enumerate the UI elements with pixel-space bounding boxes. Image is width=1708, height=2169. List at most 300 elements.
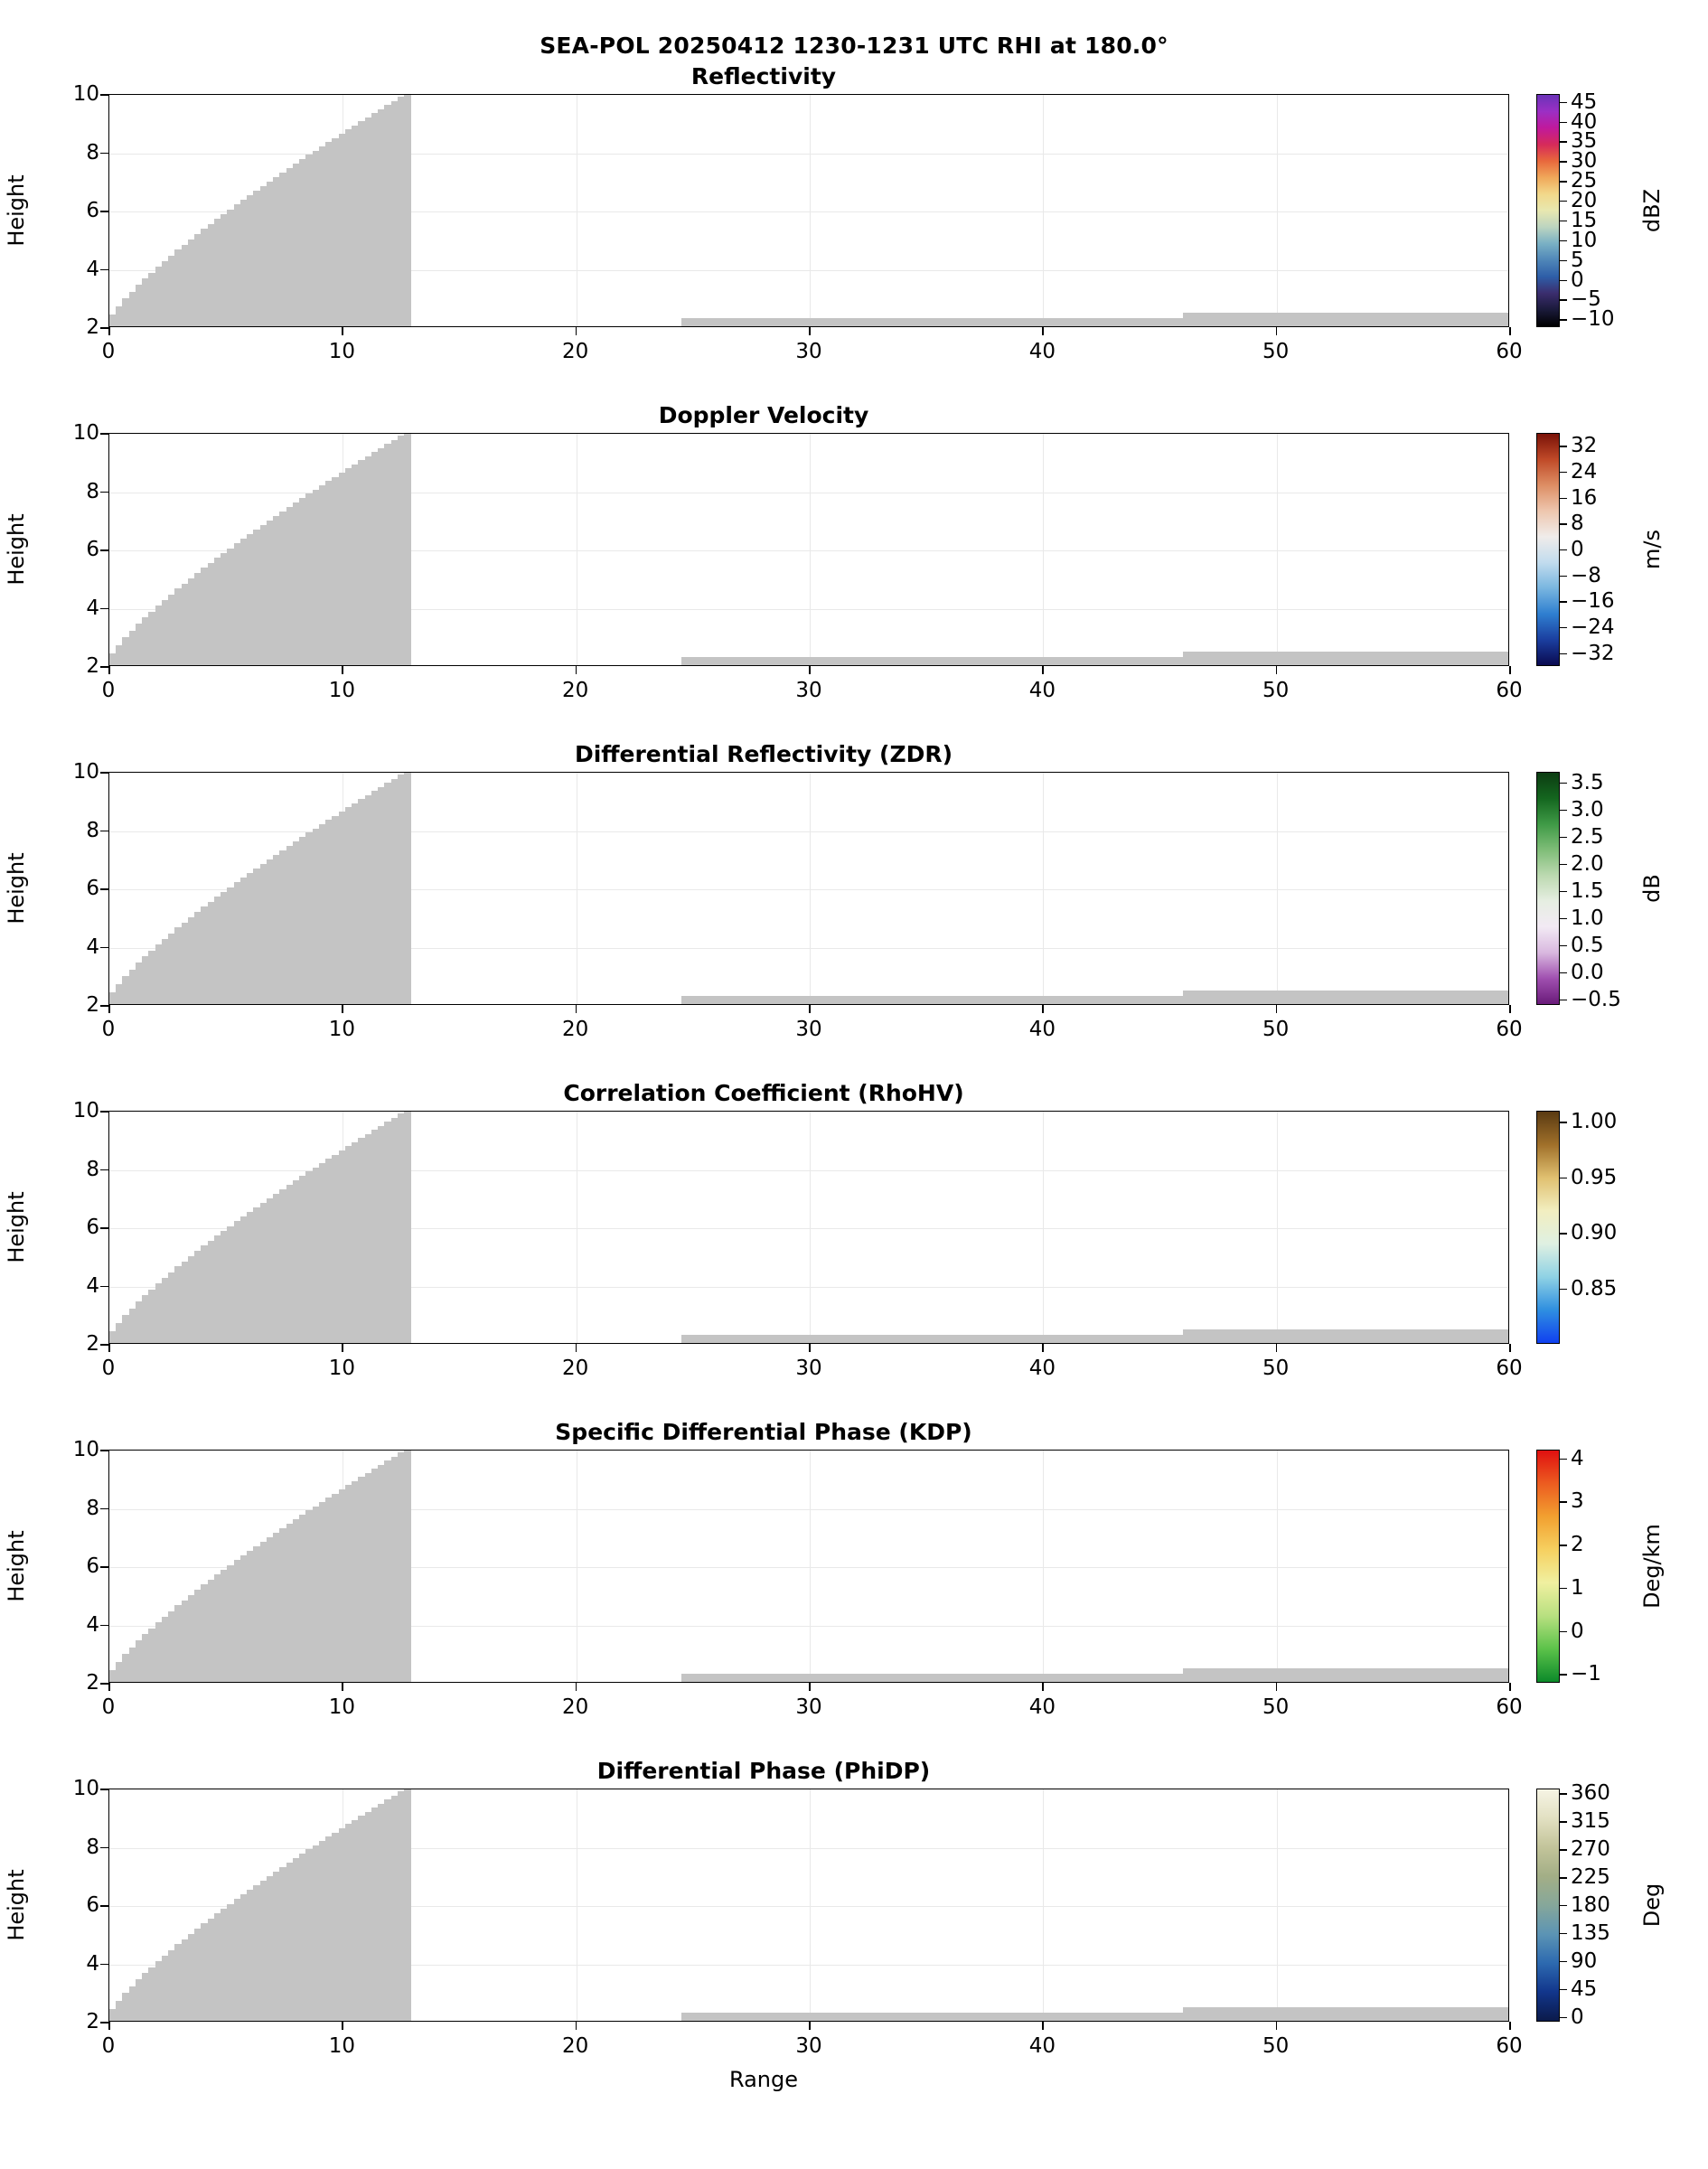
colorbar-tick-mark xyxy=(1560,1989,1567,1990)
colorbar-label: m/s xyxy=(1639,530,1665,569)
x-tick-label: 20 xyxy=(562,2034,589,2058)
colorbar-tick-mark xyxy=(1560,299,1567,300)
colorbar-tick-label: −16 xyxy=(1571,589,1615,614)
colorbar-tick-label: −24 xyxy=(1571,615,1615,639)
x-tick-mark xyxy=(1509,1005,1511,1013)
colorbar-tick-mark xyxy=(1560,1674,1567,1675)
colorbar-tick-label: 40 xyxy=(1571,109,1598,134)
x-tick-mark xyxy=(809,2022,811,2030)
colorbar-tick-mark xyxy=(1560,945,1567,946)
x-tick-label: 50 xyxy=(1262,1357,1290,1380)
gridline-vertical xyxy=(810,95,811,326)
x-tick-mark xyxy=(1276,1344,1278,1352)
plot-area xyxy=(108,772,1509,1005)
x-tick-label: 60 xyxy=(1496,679,1523,702)
panel-title: Doppler Velocity xyxy=(658,402,869,428)
masked-region-wedge xyxy=(404,1450,411,1682)
x-tick-label: 0 xyxy=(101,679,116,702)
y-tick-label: 8 xyxy=(86,1835,99,1859)
y-tick-mark xyxy=(100,1111,108,1113)
colorbar-tick-label: 24 xyxy=(1571,460,1598,484)
y-tick-mark xyxy=(100,327,108,329)
colorbar-tick-mark xyxy=(1560,918,1567,919)
y-tick-mark xyxy=(100,1227,108,1229)
y-tick-label: 2 xyxy=(86,654,99,678)
gridline-vertical xyxy=(810,1451,811,1682)
x-tick-label: 40 xyxy=(1028,340,1056,363)
y-tick-mark xyxy=(100,666,108,668)
y-tick-mark xyxy=(100,549,108,551)
x-tick-mark xyxy=(1276,1683,1278,1691)
y-tick-mark xyxy=(100,1344,108,1346)
colorbar xyxy=(1536,1789,1560,2022)
y-tick-label: 10 xyxy=(72,1777,99,1800)
y-tick-label: 10 xyxy=(72,760,99,784)
colorbar-tick-label: 0 xyxy=(1571,268,1584,292)
colorbar-tick-mark xyxy=(1560,1849,1567,1850)
y-tick-mark xyxy=(100,492,108,493)
colorbar-tick-label: 5 xyxy=(1571,248,1584,272)
x-tick-label: 10 xyxy=(328,1357,355,1380)
y-tick-label: 8 xyxy=(86,140,99,164)
x-tick-mark xyxy=(576,2022,577,2030)
x-tick-mark xyxy=(1276,1005,1278,1013)
colorbar-tick-label: −8 xyxy=(1571,563,1601,587)
x-tick-label: 10 xyxy=(328,1018,355,1041)
colorbar-tick-label: −5 xyxy=(1571,287,1601,312)
colorbar-tick-label: −0.5 xyxy=(1571,988,1621,1011)
y-axis-label: Height xyxy=(4,174,29,247)
colorbar-tick-label: 1.00 xyxy=(1571,1110,1618,1134)
x-tick-mark xyxy=(108,666,110,674)
masked-region-band-2 xyxy=(1183,1329,1509,1344)
y-tick-label: 4 xyxy=(86,934,99,959)
x-tick-label: 30 xyxy=(795,340,822,363)
figure-suptitle: SEA-POL 20250412 1230-1231 UTC RHI at 180.0° xyxy=(540,33,1168,59)
colorbar-tick-mark xyxy=(1560,576,1567,577)
colorbar-tick-mark xyxy=(1560,810,1567,811)
colorbar-tick-mark xyxy=(1560,201,1567,202)
y-tick-mark xyxy=(100,1847,108,1849)
x-tick-mark xyxy=(1509,327,1511,335)
colorbar-tick-mark xyxy=(1560,1233,1567,1234)
gridline-vertical xyxy=(810,773,811,1004)
x-tick-mark xyxy=(108,1683,110,1691)
x-tick-mark xyxy=(576,1683,577,1691)
colorbar-tick-label: 0 xyxy=(1571,2005,1584,2029)
x-tick-mark xyxy=(809,1005,811,1013)
colorbar-tick-mark xyxy=(1560,627,1567,628)
chart-panel xyxy=(0,1419,1708,1746)
x-tick-label: 40 xyxy=(1028,1695,1056,1719)
masked-region-band-1 xyxy=(681,996,1183,1005)
colorbar xyxy=(1536,433,1560,666)
colorbar-tick-mark xyxy=(1560,1631,1567,1632)
colorbar-label: Deg/km xyxy=(1639,1524,1665,1609)
x-tick-mark xyxy=(342,327,343,335)
colorbar-tick-label: −1 xyxy=(1571,1662,1601,1686)
x-tick-label: 20 xyxy=(562,1357,589,1380)
colorbar-tick-label: 135 xyxy=(1571,1920,1610,1945)
x-tick-label: 30 xyxy=(795,1357,822,1380)
y-tick-mark xyxy=(100,1683,108,1685)
y-tick-label: 8 xyxy=(86,1496,99,1520)
y-tick-mark xyxy=(100,947,108,949)
chart-panel xyxy=(0,63,1708,390)
x-tick-label: 60 xyxy=(1496,1695,1523,1719)
colorbar-tick-label: 3 xyxy=(1571,1489,1584,1514)
y-tick-label: 8 xyxy=(86,479,99,503)
masked-region-band-2 xyxy=(1183,1668,1509,1683)
x-tick-label: 30 xyxy=(795,1695,822,1719)
x-tick-mark xyxy=(342,666,343,674)
plot-area xyxy=(108,94,1509,327)
y-tick-label: 2 xyxy=(86,993,99,1017)
x-tick-label: 60 xyxy=(1496,340,1523,363)
x-tick-mark xyxy=(342,1683,343,1691)
x-tick-label: 40 xyxy=(1028,1357,1056,1380)
x-tick-label: 0 xyxy=(101,1695,116,1719)
y-tick-label: 2 xyxy=(86,315,99,339)
x-tick-mark xyxy=(1276,2022,1278,2030)
colorbar xyxy=(1536,1450,1560,1683)
y-tick-label: 6 xyxy=(86,1893,99,1917)
masked-region-band-2 xyxy=(1183,991,1509,1005)
colorbar-tick-label: 1.5 xyxy=(1571,879,1604,903)
colorbar-tick-mark xyxy=(1560,1933,1567,1934)
x-tick-label: 60 xyxy=(1496,2034,1523,2058)
colorbar-label: dB xyxy=(1639,874,1665,903)
x-tick-label: 40 xyxy=(1028,2034,1056,2058)
y-tick-label: 10 xyxy=(72,82,99,106)
panel-title: Reflectivity xyxy=(690,63,837,89)
plot-area xyxy=(108,1111,1509,1344)
masked-region-band-1 xyxy=(681,1335,1183,1344)
gridline-vertical xyxy=(1043,1112,1044,1343)
colorbar-tick-label: 360 xyxy=(1571,1781,1610,1806)
colorbar-tick-label: 0 xyxy=(1571,538,1584,561)
colorbar-tick-label: 180 xyxy=(1571,1893,1610,1917)
y-tick-mark xyxy=(100,1508,108,1510)
colorbar-tick-mark xyxy=(1560,1501,1567,1502)
colorbar-tick-mark xyxy=(1560,864,1567,865)
colorbar-tick-label: 315 xyxy=(1571,1809,1610,1834)
chart-panel xyxy=(0,402,1708,729)
x-tick-mark xyxy=(108,1005,110,1013)
colorbar xyxy=(1536,1111,1560,1344)
colorbar-tick-label: 20 xyxy=(1571,189,1598,213)
colorbar-tick-mark xyxy=(1560,1588,1567,1589)
colorbar-tick-label: 1 xyxy=(1571,1575,1584,1600)
x-tick-label: 30 xyxy=(795,679,822,702)
colorbar-tick-label: 90 xyxy=(1571,1948,1598,1973)
colorbar-tick-mark xyxy=(1560,240,1567,241)
colorbar-tick-label: 45 xyxy=(1571,89,1598,114)
x-tick-label: 20 xyxy=(562,679,589,702)
x-tick-mark xyxy=(1042,666,1044,674)
colorbar-tick-label: 0.85 xyxy=(1571,1276,1618,1300)
chart-panel xyxy=(0,1080,1708,1407)
masked-region-wedge xyxy=(404,1789,411,2021)
y-tick-label: 2 xyxy=(86,1332,99,1356)
colorbar-tick-label: 0 xyxy=(1571,1619,1584,1643)
colorbar-tick-label: 8 xyxy=(1571,512,1584,536)
colorbar-tick-label: 45 xyxy=(1571,1977,1598,2001)
colorbar-tick-mark xyxy=(1560,601,1567,602)
x-tick-label: 0 xyxy=(101,1357,116,1380)
gridline-vertical xyxy=(1277,773,1278,1004)
plot-area xyxy=(108,1789,1509,2022)
masked-region-wedge xyxy=(404,1111,411,1343)
y-tick-mark xyxy=(100,1905,108,1907)
panel-title: Specific Differential Phase (KDP) xyxy=(555,1419,972,1445)
colorbar-tick-label: 1.0 xyxy=(1571,906,1604,930)
x-tick-mark xyxy=(809,1344,811,1352)
colorbar-tick-label: −10 xyxy=(1571,307,1615,332)
colorbar-tick-mark xyxy=(1560,1821,1567,1822)
colorbar-tick-label: 2 xyxy=(1571,1533,1584,1557)
x-tick-label: 50 xyxy=(1262,1695,1290,1719)
x-tick-mark xyxy=(1042,1005,1044,1013)
y-tick-label: 10 xyxy=(72,1099,99,1122)
masked-region-wedge xyxy=(404,433,411,665)
x-tick-mark xyxy=(576,666,577,674)
x-tick-mark xyxy=(1509,666,1511,674)
y-tick-label: 6 xyxy=(86,1554,99,1578)
colorbar-tick-label: 4 xyxy=(1571,1446,1584,1470)
colorbar-tick-mark xyxy=(1560,1793,1567,1794)
colorbar-tick-mark xyxy=(1560,1877,1567,1878)
plot-area xyxy=(108,1450,1509,1683)
y-axis-label: Height xyxy=(4,513,29,586)
y-axis-label: Height xyxy=(4,852,29,925)
colorbar-tick-mark xyxy=(1560,523,1567,524)
masked-region-band-2 xyxy=(1183,652,1509,666)
x-tick-label: 20 xyxy=(562,340,589,363)
colorbar-tick-mark xyxy=(1560,102,1567,103)
colorbar-tick-label: 2.0 xyxy=(1571,852,1604,876)
x-tick-mark xyxy=(1509,1683,1511,1691)
gridline-vertical xyxy=(1277,95,1278,326)
masked-region-band-1 xyxy=(681,1674,1183,1683)
chart-panel xyxy=(0,741,1708,1068)
colorbar-tick-mark xyxy=(1560,1459,1567,1460)
x-tick-label: 60 xyxy=(1496,1018,1523,1041)
y-tick-label: 6 xyxy=(86,538,99,561)
gridline-vertical xyxy=(1043,95,1044,326)
colorbar-tick-mark xyxy=(1560,972,1567,973)
plot-area xyxy=(108,433,1509,666)
y-tick-mark xyxy=(100,269,108,271)
x-tick-label: 10 xyxy=(328,1695,355,1719)
colorbar-tick-mark xyxy=(1560,280,1567,281)
masked-region-band-1 xyxy=(681,318,1183,327)
x-tick-mark xyxy=(1276,666,1278,674)
chart-panel xyxy=(0,1758,1708,2092)
colorbar-tick-label: 0.90 xyxy=(1571,1221,1618,1245)
colorbar-tick-label: 16 xyxy=(1571,485,1598,510)
colorbar-tick-label: 10 xyxy=(1571,228,1598,252)
y-tick-mark xyxy=(100,1450,108,1451)
colorbar-tick-label: 225 xyxy=(1571,1865,1610,1890)
x-tick-mark xyxy=(342,2022,343,2030)
x-tick-label: 10 xyxy=(328,679,355,702)
colorbar-tick-mark xyxy=(1560,1905,1567,1906)
x-tick-label: 40 xyxy=(1028,1018,1056,1041)
colorbar-tick-label: 32 xyxy=(1571,434,1598,458)
masked-region-band-1 xyxy=(681,657,1183,666)
x-tick-label: 10 xyxy=(328,340,355,363)
y-axis-label: Height xyxy=(4,1530,29,1602)
y-tick-label: 6 xyxy=(86,199,99,222)
y-tick-label: 10 xyxy=(72,1438,99,1461)
x-tick-mark xyxy=(809,666,811,674)
colorbar-tick-mark xyxy=(1560,653,1567,654)
panel-title: Differential Reflectivity (ZDR) xyxy=(574,741,953,767)
gridline-vertical xyxy=(1277,434,1278,665)
gridline-vertical xyxy=(810,1112,811,1343)
y-tick-label: 2 xyxy=(86,1671,99,1695)
y-tick-label: 6 xyxy=(86,1216,99,1239)
y-tick-mark xyxy=(100,1005,108,1007)
masked-region-band-1 xyxy=(681,2013,1183,2022)
x-tick-label: 40 xyxy=(1028,679,1056,702)
colorbar-tick-mark xyxy=(1560,837,1567,838)
colorbar-tick-mark xyxy=(1560,181,1567,182)
x-tick-mark xyxy=(1509,2022,1511,2030)
colorbar-tick-mark xyxy=(1560,1289,1567,1290)
x-tick-label: 30 xyxy=(795,2034,822,2058)
y-tick-mark xyxy=(100,888,108,890)
colorbar-tick-label: 0.5 xyxy=(1571,934,1604,957)
colorbar-tick-label: 15 xyxy=(1571,208,1598,232)
x-tick-mark xyxy=(576,1344,577,1352)
gridline-vertical xyxy=(1043,1451,1044,1682)
x-axis-label: Range xyxy=(728,2067,799,2092)
y-tick-label: 4 xyxy=(86,1612,99,1637)
x-tick-label: 50 xyxy=(1262,679,1290,702)
y-tick-mark xyxy=(100,1789,108,1790)
gridline-vertical xyxy=(1043,773,1044,1004)
gridline-vertical xyxy=(1043,1789,1044,2021)
x-tick-mark xyxy=(108,327,110,335)
y-tick-mark xyxy=(100,1964,108,1966)
masked-region-band-2 xyxy=(1183,2007,1509,2022)
y-tick-label: 10 xyxy=(72,421,99,445)
x-tick-mark xyxy=(809,327,811,335)
y-tick-label: 4 xyxy=(86,257,99,281)
y-tick-mark xyxy=(100,211,108,212)
x-tick-mark xyxy=(1276,327,1278,335)
colorbar-tick-mark xyxy=(1560,498,1567,499)
masked-region-wedge xyxy=(404,772,411,1004)
gridline-vertical xyxy=(1277,1112,1278,1343)
colorbar-tick-label: 35 xyxy=(1571,129,1598,154)
y-tick-mark xyxy=(100,94,108,96)
colorbar-tick-mark xyxy=(1560,549,1567,550)
x-tick-mark xyxy=(809,1683,811,1691)
panel-title: Correlation Coefficient (RhoHV) xyxy=(563,1080,964,1106)
y-tick-mark xyxy=(100,1169,108,1171)
y-tick-mark xyxy=(100,1286,108,1288)
x-tick-label: 20 xyxy=(562,1018,589,1041)
y-tick-mark xyxy=(100,831,108,832)
colorbar-tick-label: 3.5 xyxy=(1571,771,1604,794)
x-tick-mark xyxy=(576,327,577,335)
y-tick-label: 4 xyxy=(86,596,99,620)
colorbar-tick-mark xyxy=(1560,783,1567,784)
x-tick-mark xyxy=(1042,1344,1044,1352)
masked-region-wedge xyxy=(404,94,411,326)
x-tick-mark xyxy=(108,1344,110,1352)
colorbar-tick-label: 2.5 xyxy=(1571,825,1604,849)
x-tick-label: 50 xyxy=(1262,340,1290,363)
y-tick-label: 8 xyxy=(86,818,99,842)
colorbar-tick-mark xyxy=(1560,260,1567,261)
colorbar-tick-mark xyxy=(1560,891,1567,892)
x-tick-label: 10 xyxy=(328,2034,355,2058)
gridline-vertical xyxy=(810,1789,811,2021)
x-tick-mark xyxy=(1042,2022,1044,2030)
x-tick-mark xyxy=(342,1344,343,1352)
colorbar-tick-label: 270 xyxy=(1571,1837,1610,1862)
x-tick-mark xyxy=(1042,1683,1044,1691)
x-tick-label: 30 xyxy=(795,1018,822,1041)
y-tick-label: 4 xyxy=(86,1273,99,1298)
x-tick-mark xyxy=(1509,1344,1511,1352)
panel-title: Differential Phase (PhiDP) xyxy=(596,1758,931,1784)
y-axis-label: Height xyxy=(4,1869,29,1941)
gridline-vertical xyxy=(810,434,811,665)
x-tick-mark xyxy=(1042,327,1044,335)
gridline-vertical xyxy=(1277,1789,1278,2021)
y-tick-label: 6 xyxy=(86,877,99,900)
y-tick-mark xyxy=(100,433,108,435)
x-tick-label: 60 xyxy=(1496,1357,1523,1380)
y-tick-mark xyxy=(100,2022,108,2023)
x-tick-mark xyxy=(342,1005,343,1013)
y-tick-mark xyxy=(100,608,108,610)
colorbar xyxy=(1536,772,1560,1005)
colorbar xyxy=(1536,94,1560,327)
colorbar-label: dBZ xyxy=(1639,188,1665,233)
y-tick-mark xyxy=(100,1625,108,1627)
x-tick-label: 0 xyxy=(101,340,116,363)
colorbar-tick-label: 30 xyxy=(1571,149,1598,174)
x-tick-label: 50 xyxy=(1262,1018,1290,1041)
x-tick-mark xyxy=(108,2022,110,2030)
x-tick-label: 50 xyxy=(1262,2034,1290,2058)
y-tick-mark xyxy=(100,153,108,155)
colorbar-tick-label: 25 xyxy=(1571,169,1598,193)
colorbar-tick-mark xyxy=(1560,161,1567,162)
x-tick-label: 20 xyxy=(562,1695,589,1719)
x-tick-label: 0 xyxy=(101,2034,116,2058)
colorbar-tick-label: 0.0 xyxy=(1571,961,1604,984)
y-tick-label: 8 xyxy=(86,1157,99,1181)
y-tick-label: 2 xyxy=(86,2010,99,2033)
y-tick-label: 4 xyxy=(86,1951,99,1976)
gridline-vertical xyxy=(1043,434,1044,665)
masked-region-band-2 xyxy=(1183,313,1509,327)
colorbar-tick-label: 3.0 xyxy=(1571,798,1604,822)
colorbar-tick-mark xyxy=(1560,141,1567,142)
colorbar-tick-mark xyxy=(1560,2017,1567,2018)
colorbar-tick-mark xyxy=(1560,122,1567,123)
x-tick-mark xyxy=(576,1005,577,1013)
colorbar-tick-mark xyxy=(1560,319,1567,320)
y-tick-mark xyxy=(100,1566,108,1568)
